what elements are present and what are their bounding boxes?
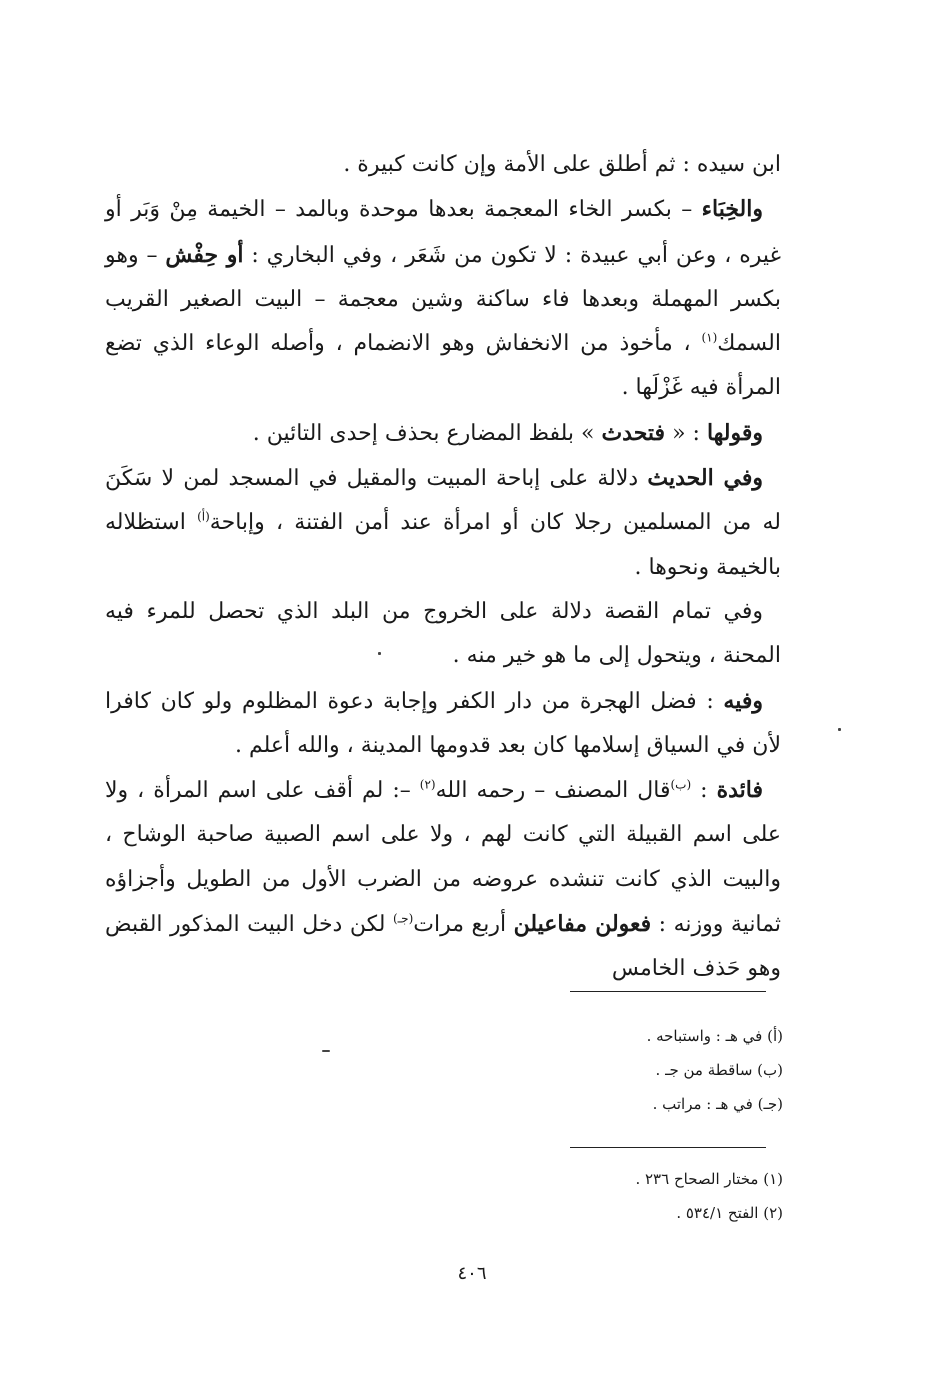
paragraph-4 — [105, 456, 781, 590]
paragraph-2-text-a: – بكسر الخاء المعجمة بعدها موحدة وبالمد – الخيمة مِنْ وَبَر أو غيره ، وعن أبي عبيدة : لا تكون من شَعَر ، وفي البخاري : — [105, 197, 782, 268]
variant-ref-b: (ب) — [670, 777, 692, 792]
paragraph-6-text: : فضل الهجرة من دار الكفر وإجابة دعوة المظلوم ولو كان كافرا لأن في السياق إسلامها كان بعد قدومها المدينة ، والله أعلم . — [105, 688, 781, 758]
paragraph-4-text-b: استظلاله بالخيمة ونحوها . — [105, 510, 781, 580]
paragraph-7 — [105, 768, 781, 991]
term-khiba: والخِبَاء — [701, 196, 763, 223]
paragraph-5 — [105, 590, 781, 679]
variant-notes — [405, 1019, 783, 1121]
paragraph-7-text-e: لكن دخل البيت المذكور القبض وهو حَذف الخامس — [105, 912, 781, 982]
term-fatahaddath: فتحدث — [601, 419, 666, 446]
paragraph-1-text: ابن سيده : ثم أطلق على الأمة وإن كانت كبيرة . — [343, 152, 781, 177]
footnote-ref-1: (١) — [701, 330, 718, 345]
paragraph-4-text-a: دلالة على إباحة المبيت والمقيل في المسجد لمن لا سَكَنَ له من المسلمين رجلا كان أو امرأة عند أمن الفتنة ، وإباحة — [105, 466, 781, 536]
paragraph-6 — [105, 679, 781, 769]
paragraph-3-text-b: » بلفظ المضارع بحذف إحدى التائين . — [252, 420, 602, 446]
paragraph-2 — [105, 187, 781, 410]
term-faida: فائدة — [716, 777, 763, 804]
variant-notes-rule — [570, 991, 766, 992]
source-notes-rule — [570, 1147, 766, 1148]
paragraph-7-text-c: –: لم أقف على اسم المرأة ، ولا على اسم القبيلة التي كانت لهم ، ولا على اسم الصبية صاحبة الوشاح ، والبيت الذي كانت تنشده عروضه من الضرب الأول من الطويل وأجزاؤه ثمانية ووزنه : — [105, 778, 781, 938]
source-note: (٢) الفتح ٥٣٤/١ . — [676, 1204, 783, 1222]
paragraph-5-text: وفي تمام القصة دلالة على الخروج من البلد الذي تحصل للمرء فيه المحنة ، ويتحول إلى ما هو خير منه . — [105, 598, 781, 669]
variant-ref-c: (جـ) — [392, 911, 414, 926]
scan-speck — [838, 728, 841, 731]
main-text — [105, 143, 781, 992]
variant-note: (ب) ساقطة من جـ . — [655, 1061, 783, 1079]
paragraph-1 — [105, 143, 781, 187]
scan-speck — [322, 1050, 330, 1052]
paragraph-7-text-b: قال المصنف – رحمه الله — [435, 778, 671, 804]
variant-note: (أ) في هـ : واستباحه . — [646, 1027, 783, 1045]
footnote-ref-2: (٢) — [419, 777, 436, 792]
term-fihi: وفيه — [723, 687, 763, 714]
paragraph-7-text-d: أربع مرات — [413, 912, 514, 938]
variant-ref-a: (أ) — [197, 510, 210, 525]
term-fauulun: فعولن مفاعيلن — [513, 911, 652, 938]
scan-speck — [378, 652, 381, 655]
term-fil-hadith: وفي الحديث — [647, 465, 763, 492]
source-notes — [405, 1162, 783, 1230]
term-qawluha: وقولها — [706, 419, 763, 446]
paragraph-3-text-a: : « — [665, 420, 707, 446]
paragraph-7-text-a: : — [691, 778, 717, 804]
source-note: (١) مختار الصحاح ٢٣٦ . — [635, 1170, 783, 1188]
paragraph-3 — [105, 411, 781, 456]
variant-note: (جـ) في هـ : مراتب . — [652, 1095, 783, 1113]
paragraph-2-text-b: – وهو بكسر المهملة وبعدها فاء ساكنة وشين معجمة – البيت الصغير القريب السمك — [105, 242, 781, 357]
page-number: ٤٠٦ — [457, 1263, 487, 1284]
term-hifsh: أو حِفْش — [165, 241, 244, 268]
paragraph-2-text-c: ، مأخوذ من الانخفاش وهو الانضمام ، وأصله الوعاء الذي تضع المرأة فيه غَزْلَها . — [105, 331, 781, 401]
